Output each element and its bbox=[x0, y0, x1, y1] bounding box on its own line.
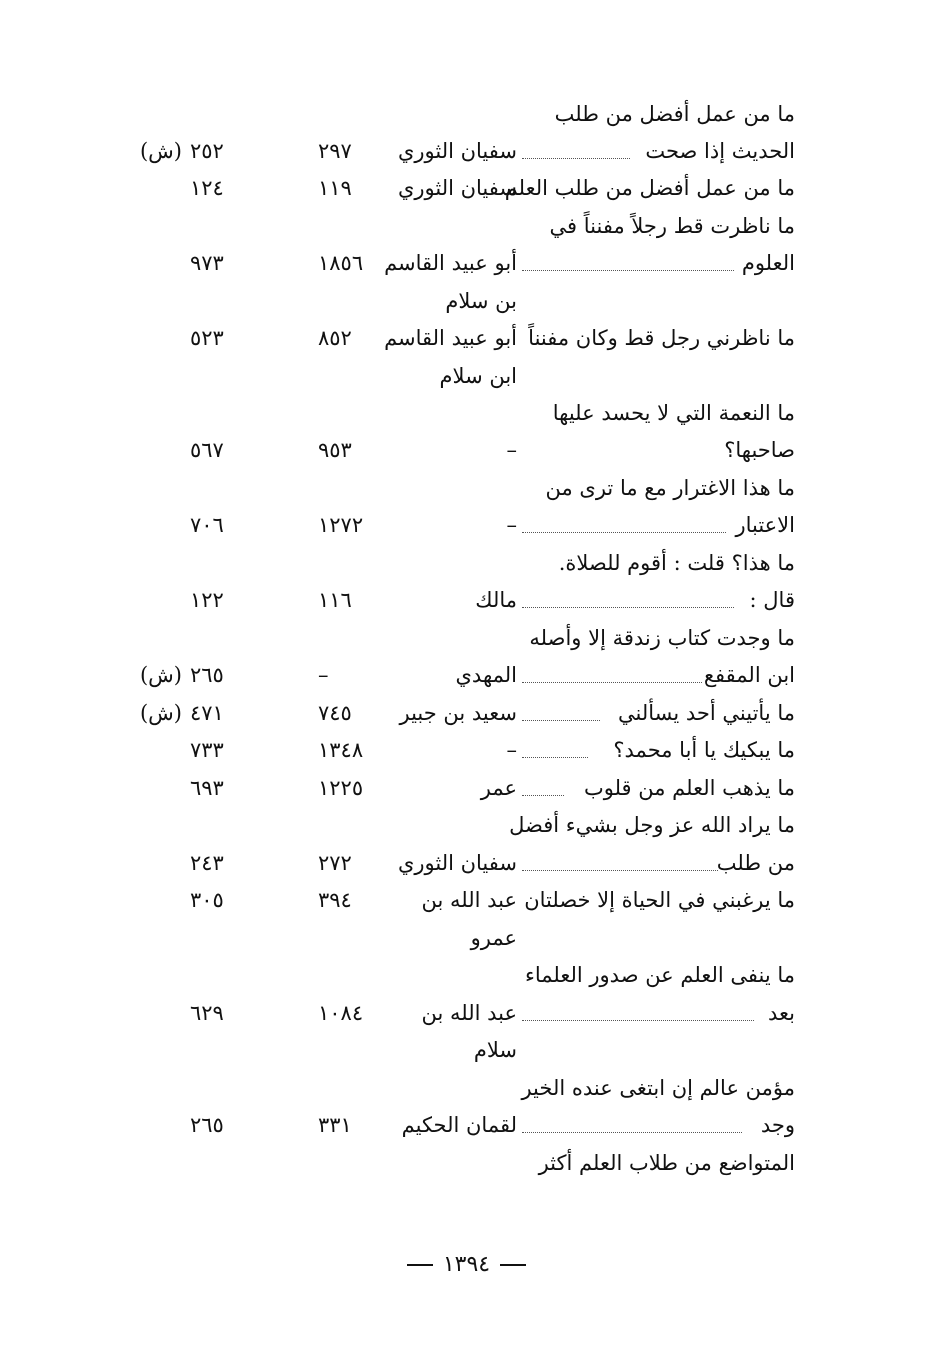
entry-text: العلوم bbox=[741, 251, 795, 275]
entry-text: بعد bbox=[768, 1001, 795, 1025]
list-item bbox=[0, 1071, 933, 1105]
list-item bbox=[0, 1146, 933, 1180]
list-item bbox=[0, 321, 933, 355]
list-item bbox=[0, 621, 933, 655]
narrator-name: عبد الله بن bbox=[421, 1001, 517, 1025]
entry-number: ١٠٨٤ bbox=[318, 1001, 364, 1025]
page-ref: ١٢٢ bbox=[190, 588, 224, 612]
entry-text: صاحبها؟ bbox=[724, 438, 795, 462]
page-ref: ٧٣٣ bbox=[190, 738, 224, 762]
list-item bbox=[0, 733, 933, 767]
entry-number: ١٣٤٨ bbox=[318, 738, 364, 762]
footer-dash-right bbox=[500, 1264, 526, 1266]
entry-text: ما يرغبني في الحياة إلا خصلتان bbox=[524, 888, 795, 912]
list-item bbox=[0, 396, 933, 430]
narrator-name: سفيان الثوري bbox=[397, 176, 517, 200]
narrator-name: أبو عبيد القاسم bbox=[384, 326, 517, 350]
narrator-name: – bbox=[506, 438, 517, 462]
entry-number: ٣٣١ bbox=[318, 1113, 352, 1137]
entry-number: ١٢٧٢ bbox=[318, 513, 364, 537]
entry-text: ما يأتيني أحد يسألني bbox=[618, 701, 795, 725]
entry-text: من طلب bbox=[716, 851, 795, 875]
entry-number: ٧٤٥ bbox=[318, 701, 352, 725]
entry-number: ٣٩٤ bbox=[318, 888, 352, 912]
page-ref: ٢٦٥ bbox=[190, 1113, 224, 1137]
leader-dots bbox=[522, 532, 726, 533]
entry-text: ما ناظرني رجل قط وكان مفنناً bbox=[528, 326, 795, 350]
page-ref: ٥٢٣ bbox=[190, 326, 224, 350]
entry-text: ما يذهب العلم من قلوب bbox=[583, 776, 795, 800]
list-item bbox=[0, 921, 933, 955]
narrator-name: عبد الله بن bbox=[421, 888, 517, 912]
list-item bbox=[0, 134, 933, 168]
list-item bbox=[0, 1108, 933, 1142]
page-ref: ٦٢٩ bbox=[190, 1001, 224, 1025]
page-ref: ١٢٤ bbox=[190, 176, 224, 200]
entry-number: ٢٩٧ bbox=[318, 139, 352, 163]
page-number: ١٣٩٤ bbox=[442, 1252, 491, 1277]
entry-number: ١١٦ bbox=[318, 588, 352, 612]
list-item bbox=[0, 284, 933, 318]
entry-text: الحديث إذا صحت bbox=[645, 139, 795, 163]
entry-text: ما ناظرت قط رجلاً مفنناً في bbox=[549, 214, 795, 238]
entry-number: ١٨٥٦ bbox=[318, 251, 364, 275]
list-item bbox=[0, 209, 933, 243]
entry-number: – bbox=[318, 663, 329, 687]
page-footer bbox=[0, 1252, 933, 1277]
entry-number: ١٢٢٥ bbox=[318, 776, 364, 800]
list-item bbox=[0, 546, 933, 580]
entry-text: الاعتبار bbox=[735, 513, 795, 537]
narrator-name: أبو عبيد القاسم bbox=[384, 251, 517, 275]
page-ref: ٩٧٣ bbox=[190, 251, 224, 275]
page-ref: ٦٩٣ bbox=[190, 776, 224, 800]
entry-text: مؤمن عالم إن ابتغى عنده الخير bbox=[521, 1076, 795, 1100]
entry-text: ما ينفى العلم عن صدور العلماء bbox=[524, 963, 795, 987]
list-item bbox=[0, 846, 933, 880]
note-mark: (ش) bbox=[139, 663, 182, 687]
narrator-name: سلام bbox=[473, 1038, 517, 1062]
narrator-name: المهدي bbox=[455, 663, 517, 687]
entry-text: وجد bbox=[760, 1113, 795, 1137]
page-ref: ٢٦٥ bbox=[190, 663, 224, 687]
entry-text: ما يبكيك يا أبا محمد؟ bbox=[613, 738, 795, 762]
list-item bbox=[0, 433, 933, 467]
list-item bbox=[0, 171, 933, 205]
narrator-name: سفيان الثوري bbox=[397, 139, 517, 163]
entry-text: ما وجدت كتاب زندقة إلا وأصله bbox=[529, 626, 795, 650]
page-ref: ٣٠٥ bbox=[190, 888, 224, 912]
narrator-name: لقمان الحكيم bbox=[401, 1113, 517, 1137]
leader-dots bbox=[522, 682, 702, 683]
narrator-name: مالك bbox=[475, 588, 517, 612]
entry-text: ابن المقفع bbox=[703, 663, 795, 687]
entry-number: ٩٥٣ bbox=[318, 438, 352, 462]
note-mark: (ش) bbox=[139, 701, 182, 725]
leader-dots bbox=[522, 870, 718, 871]
list-item bbox=[0, 808, 933, 842]
page-ref: ٢٥٢ bbox=[190, 139, 224, 163]
leader-dots bbox=[522, 795, 564, 796]
list-item bbox=[0, 658, 933, 692]
entry-text: ما يراد الله عز وجل بشيء أفضل bbox=[509, 813, 795, 837]
page-ref: ٧٠٦ bbox=[190, 513, 224, 537]
note-mark: (ش) bbox=[139, 139, 182, 163]
leader-dots bbox=[522, 607, 734, 608]
entry-text: ما النعمة التي لا يحسد عليها bbox=[552, 401, 795, 425]
entry-text: المتواضع من طلاب العلم أكثر bbox=[538, 1151, 795, 1175]
entry-text: ما هذا؟ قلت : أقوم للصلاة. bbox=[558, 551, 795, 575]
narrator-name: – bbox=[506, 738, 517, 762]
narrator-name: سفيان الثوري bbox=[397, 851, 517, 875]
list-item bbox=[0, 696, 933, 730]
entry-text: ما هذا الاغترار مع ما ترى من bbox=[545, 476, 795, 500]
leader-dots bbox=[522, 1132, 742, 1133]
list-item bbox=[0, 996, 933, 1030]
list-item bbox=[0, 883, 933, 917]
page-ref: ٤٧١ bbox=[190, 701, 224, 725]
leader-dots bbox=[522, 158, 630, 159]
narrator-name: عمر bbox=[480, 776, 517, 800]
list-item bbox=[0, 583, 933, 617]
entry-number: ٢٧٢ bbox=[318, 851, 352, 875]
entry-text: ما من عمل أفضل من طلب bbox=[554, 102, 795, 126]
list-item bbox=[0, 97, 933, 131]
narrator-name: – bbox=[506, 513, 517, 537]
narrator-name: بن سلام bbox=[445, 289, 517, 313]
page-ref: ٥٦٧ bbox=[190, 438, 224, 462]
list-item bbox=[0, 246, 933, 280]
list-item bbox=[0, 771, 933, 805]
leader-dots bbox=[522, 757, 588, 758]
leader-dots bbox=[522, 270, 734, 271]
list-item bbox=[0, 958, 933, 992]
entry-text: قال : bbox=[749, 588, 795, 612]
list-item bbox=[0, 471, 933, 505]
entry-number: ٨٥٢ bbox=[318, 326, 352, 350]
list-item bbox=[0, 1033, 933, 1067]
footer-dash-left bbox=[407, 1264, 433, 1266]
entry-number: ١١٩ bbox=[318, 176, 352, 200]
leader-dots bbox=[522, 720, 600, 721]
list-item bbox=[0, 359, 933, 393]
list-item bbox=[0, 508, 933, 542]
narrator-name: عمرو bbox=[470, 926, 517, 950]
entry-text: ما من عمل أفضل من طلب العلم bbox=[504, 176, 795, 200]
narrator-name: سعيد بن جبير bbox=[399, 701, 517, 725]
leader-dots bbox=[522, 1020, 754, 1021]
narrator-name: ابن سلام bbox=[439, 364, 517, 388]
page-ref: ٢٤٣ bbox=[190, 851, 224, 875]
